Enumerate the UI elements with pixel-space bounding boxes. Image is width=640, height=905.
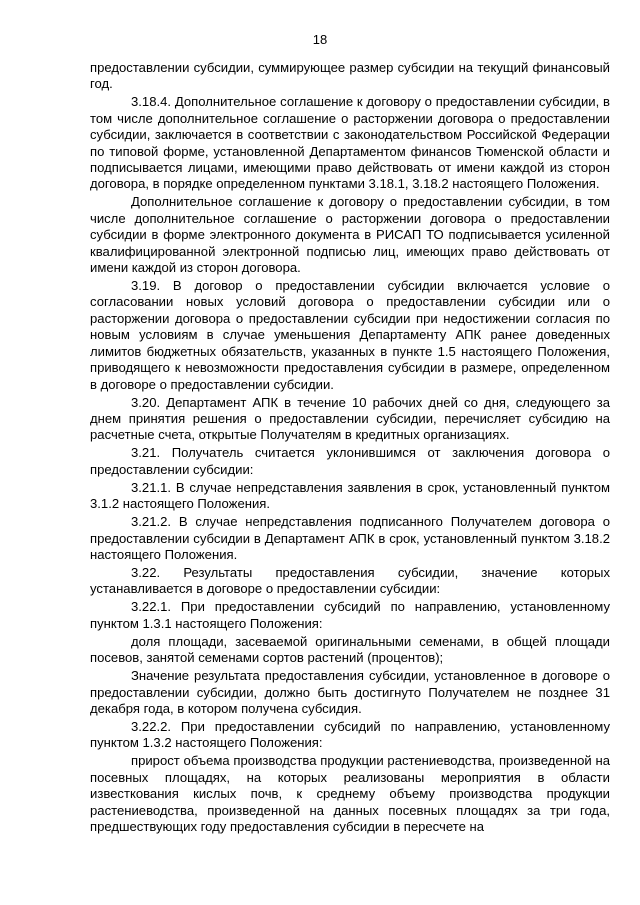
- paragraph: 3.19. В договор о предоставлении субсидии включается условие о согласовании новых условий договора о предоставлении субсидии или о расторжении договора о предоставлении субсидии при недостижении согласия по новым условиям в случае уменьшения Департаменту АПК ранее доведенных лимитов бюджетных обязательств, указанных в пункте 1.5 настоящего Положения, приводящего к невозможности предоставления субсидии в размере, определенном в договоре о предоставлении субсидии.: [90, 278, 610, 392]
- paragraph: предоставлении субсидии, суммирующее размер субсидии на текущий финансовый год.: [90, 60, 610, 92]
- paragraph: Значение результата предоставления субсидии, установленное в договоре о предоставлении субсидии, должно быть достигнуто Получателем не позднее 31 декабря года, в котором получена субсидия.: [90, 668, 610, 716]
- paragraph: 3.22.2. При предоставлении субсидий по направлению, установленному пунктом 1.3.2 настоящего Положения:: [90, 718, 610, 751]
- paragraph: 3.22. Результаты предоставления субсидии, значение которых устанавливается в договоре о предоставлении субсидии:: [90, 564, 610, 597]
- paragraph: 3.21.1. В случае непредставления заявления в срок, установленный пунктом 3.1.2 настоящего Положения.: [90, 479, 610, 512]
- paragraph: 3.18.4. Дополнительное соглашение к договору о предоставлении субсидии, в том числе дополнительное соглашение о расторжении договора о предоставлении субсидии, заключается в соответствии с законодательством Российской Федерации по типовой форме, установленной Департаментом финансов Тюменской области и подписывается лицами, имеющими право действовать от имени каждой из сторон договора, в порядке определенном пунктами 3.18.1, 3.18.2 настоящего Положения.: [90, 94, 610, 192]
- paragraph: 3.21. Получатель считается уклонившимся от заключения договора о предоставлении субсидии:: [90, 445, 610, 477]
- paragraph: прирост объема производства продукции растениеводства, произведенной на посевных площадях, на которых реализованы мероприятия в области известкования кислых почв, к среднему объему производства продукции растениеводства, произведенной на данных посевных площадях за три года, предшествующих году предоставления субсидии в пересчете на: [90, 753, 610, 834]
- page-number: 18: [312, 32, 328, 47]
- document-body: [90, 60, 610, 837]
- paragraph: доля площади, засеваемой оригинальными семенами, в общей площади посевов, занятой семенами сортов растений (процентов);: [90, 633, 610, 666]
- paragraph: 3.20. Департамент АПК в течение 10 рабочих дней со дня, следующего за днем принятия решения о предоставлении субсидии, перечисляет субсидию на расчетные счета, открытые Получателям в кредитных организациях.: [90, 394, 610, 443]
- paragraph: 3.21.2. В случае непредставления подписанного Получателем договора о предоставлении субсидии в Департамент АПК в срок, установленный пунктом 3.18.2 настоящего Положения.: [90, 514, 610, 562]
- paragraph: Дополнительное соглашение к договору о предоставлении субсидии, в том числе дополнительное соглашение о расторжении договора о предоставлении субсидии в форме электронного документа в РИСАП ТО подписывается усиленной квалифицированной электронной подписью лиц, имеющих право действовать от имени каждой из сторон договора.: [90, 194, 610, 276]
- paragraph: 3.22.1. При предоставлении субсидий по направлению, установленному пунктом 1.3.1 настоящего Положения:: [90, 599, 610, 631]
